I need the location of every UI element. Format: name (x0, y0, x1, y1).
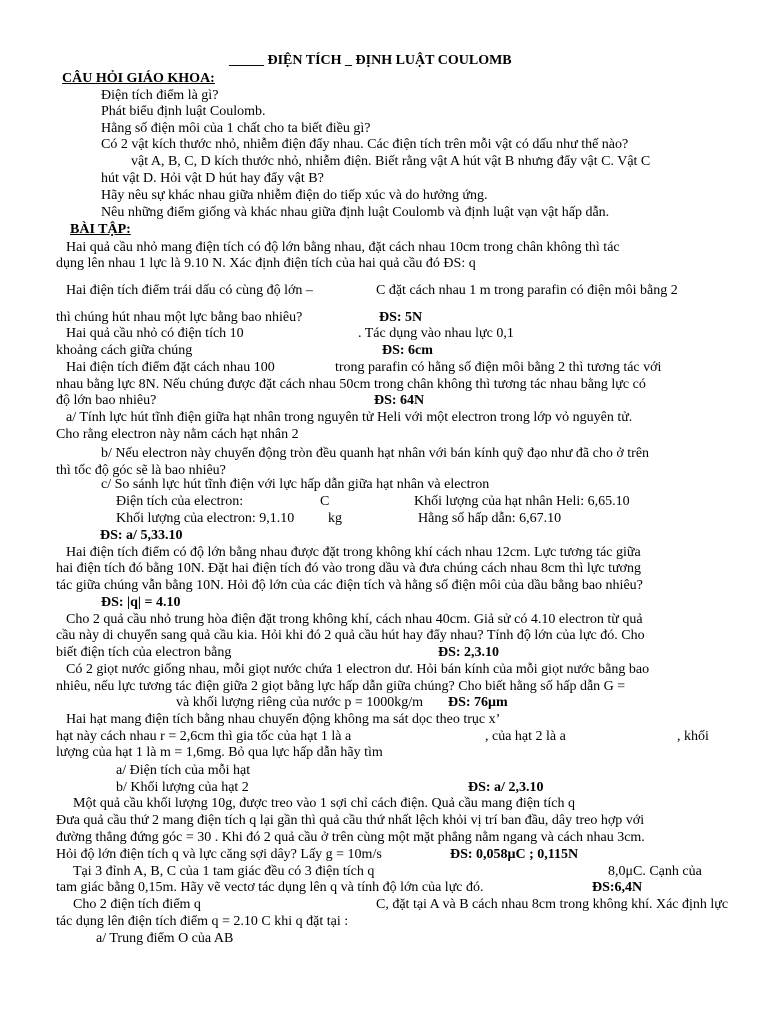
answer: ĐS: a/ 2,3.10 (468, 780, 544, 795)
theory-question: Nêu những điểm giống và khác nhau giữa định luật Coulomb và định luật vạn vật hấp dẫn. (101, 205, 610, 220)
theory-heading: CÂU HỎI GIÁO KHOA: (62, 71, 215, 86)
exercise-line: trong parafin có hằng số điện môi bằng 2 thì tương tác với (335, 360, 662, 375)
exercise-line: b/ Nếu electron này chuyển động tròn đều quanh hạt nhân với bán kính quỹ đạo như đã cho ở trên (101, 446, 650, 461)
exercise-line: đường thẳng đứng góc = 30 . Khi đó 2 quả cầu ở trên cùng một mặt phẳng nằm ngang và cách nhau 3cm. (56, 830, 645, 845)
exercise-line: Hai điện tích điểm có độ lớn bằng nhau được đặt trong không khí cách nhau 12cm. Lực tương tác giữa (66, 545, 641, 560)
exercise-line: hạt này cách nhau r = 2,6cm thì gia tốc của hạt 1 là a (56, 729, 352, 744)
exercise-line: c/ So sánh lực hút tĩnh điện với lực hấp dẫn giữa hạt nhân và electron (101, 477, 490, 492)
exercise-line: Điện tích của electron: (116, 494, 244, 509)
exercise-line: Hai điện tích điểm trái dấu có cùng độ lớn – (66, 283, 313, 298)
exercise-line: Hai điện tích điểm đặt cách nhau 100 (66, 360, 275, 375)
answer: ĐS: 64N (374, 393, 425, 408)
exercise-line: Cho rằng electron này nằm cách hạt nhân 2 (56, 427, 299, 442)
exercise-line: Hỏi độ lớn điện tích q và lực căng sợi dây? Lấy g = 10m/s (56, 847, 382, 862)
exercise-line: tác giữa chúng vẫn bằng 10N. Hỏi độ lớn của các điện tích và hằng số điện môi của dầu bằng bao nhiêu? (56, 578, 643, 593)
exercise-line: , của hạt 2 là a (485, 729, 566, 744)
exercise-line: 8,0μC. Cạnh của (608, 864, 702, 879)
exercise-line: Hai quả cầu nhỏ mang điện tích có độ lớn bằng nhau, đặt cách nhau 10cm trong chân không thì tác (66, 240, 620, 255)
answer: ĐS: 6cm (382, 343, 433, 358)
exercise-line: Đưa quả cầu thứ 2 mang điện tích q lại gần thì quả cầu thứ nhất lệch khỏi vị trí ban đầu, dây treo hợp với (56, 813, 645, 828)
document-title: _____ ĐIỆN TÍCH _ ĐỊNH LUẬT COULOMB (229, 53, 512, 68)
answer: ĐS: 76μm (448, 695, 508, 710)
exercise-line: nhau bằng lực 8N. Nếu chúng được đặt cách nhau 50cm trong chân không thì tương tác nhau bằng lực có (56, 377, 646, 392)
answer: ĐS: 2,3.10 (438, 645, 500, 660)
exercise-line: a/ Trung điểm O của AB (96, 931, 234, 946)
exercise-line: khoảng cách giữa chúng (56, 343, 193, 358)
exercise-line: . Tác dụng vào nhau lực 0,1 (358, 326, 514, 341)
exercise-line: Tại 3 đỉnh A, B, C của 1 tam giác đều có 3 điện tích q (73, 864, 375, 879)
exercise-line: nhiêu, nếu lực tương tác điện giữa 2 giọt bằng lực hấp dẫn giữa chúng? Cho biết hằng số hấp dẫn G = (56, 679, 626, 694)
exercise-line: và khối lượng riêng của nước p = 1000kg/m (176, 695, 424, 710)
exercise-line: tam giác bằng 0,15m. Hãy vẽ vectơ tác dụng lên q và tính độ lớn của lực đó. (56, 880, 484, 895)
exercise-line: b/ Khối lượng của hạt 2 (116, 780, 249, 795)
answer: ĐS: 0,058μC ; 0,115N (450, 847, 579, 862)
exercise-line: thì tốc độ góc sẽ là bao nhiêu? (56, 463, 226, 478)
theory-question: vật A, B, C, D kích thước nhỏ, nhiễm điện. Biết rằng vật A hút vật B nhưng đẩy vật C. Vật C (131, 154, 651, 169)
theory-question: Hằng số điện môi của 1 chất cho ta biết điều gì? (101, 121, 371, 136)
exercise-line: Hằng số hấp dẫn: 6,67.10 (418, 511, 562, 526)
exercise-line: Khối lượng của hạt nhân Heli: 6,65.10 (414, 494, 630, 509)
exercise-line: , khối (677, 729, 709, 744)
theory-question: hút vật D. Hỏi vật D hút hay đẩy vật B? (101, 171, 324, 186)
exercise-line: C (320, 494, 330, 509)
answer: ĐS: |q| = 4.10 (101, 595, 181, 610)
exercises-heading: BÀI TẬP: (70, 222, 131, 237)
exercise-line: tác dụng lên điện tích điểm q = 2.10 C khi q đặt tại : (56, 914, 349, 929)
exercise-line: Một quả cầu khối lượng 10g, được treo vào 1 sợi chỉ cách điện. Quả cầu mang điện tích q (73, 796, 575, 811)
exercise-line: Khối lượng của electron: 9,1.10 (116, 511, 295, 526)
exercise-line: Cho 2 quả cầu nhỏ trung hòa điện đặt trong không khí, cách nhau 40cm. Giả sử có 4.10 electron từ quả (66, 612, 643, 627)
answer: ĐS: a/ 5,33.10 (100, 528, 183, 543)
exercise-line: Hai hạt mang điện tích bằng nhau chuyển động không ma sát dọc theo trục x’ (66, 712, 501, 727)
exercise-line: a/ Điện tích của mỗi hạt (116, 763, 251, 778)
exercise-line: độ lớn bao nhiêu? (56, 393, 157, 408)
exercise-line: a/ Tính lực hút tĩnh điện giữa hạt nhân trong nguyên tử Heli với một electron trong lớp vỏ nguyên tử. (66, 410, 633, 425)
exercise-line: Hai quả cầu nhỏ có điện tích 10 (66, 326, 244, 341)
exercise-line: Có 2 giọt nước giống nhau, mỗi giọt nước chứa 1 electron dư. Hỏi bán kính của mỗi giọt nước bằng bao (66, 662, 650, 677)
theory-question: Phát biểu định luật Coulomb. (101, 104, 266, 119)
theory-question: Điện tích điểm là gì? (101, 88, 219, 103)
exercise-line: lượng của hạt 1 là m = 1,6mg. Bỏ qua lực hấp dẫn hãy tìm (56, 745, 383, 760)
theory-question: Có 2 vật kích thước nhỏ, nhiễm điện đẩy nhau. Các điện tích trên mỗi vật có dấu như thế nào? (101, 137, 629, 152)
answer: ĐS: 5N (379, 310, 423, 325)
theory-question: Hãy nêu sự khác nhau giữa nhiễm điện do tiếp xúc và do hưởng ứng. (101, 188, 488, 203)
exercise-line: hai điện tích đó bằng 10N. Đặt hai điện tích đó vào trong dầu và đưa chúng cách nhau 8cm thì lực tương (56, 561, 641, 576)
exercise-line: biết điện tích của electron bằng (56, 645, 232, 660)
answer: ĐS:6,4N (592, 880, 643, 895)
exercise-line: cầu này di chuyển sang quả cầu kia. Hỏi khi đó 2 quả cầu hút hay đẩy nhau? Tính độ lớn của lực đó. Cho (56, 628, 645, 643)
exercise-line: thì chúng hút nhau một lực bằng bao nhiêu? (56, 310, 303, 325)
exercise-line: C, đặt tại A và B cách nhau 8cm trong không khí. Xác định lực (376, 897, 729, 912)
exercise-line: dụng lên nhau 1 lực là 9.10 N. Xác định điện tích của hai quả cầu đó ĐS: q (56, 256, 476, 271)
exercise-line: kg (328, 511, 342, 526)
exercise-line: Cho 2 điện tích điểm q (73, 897, 201, 912)
exercise-line: C đặt cách nhau 1 m trong parafin có điện môi bằng 2 (376, 283, 678, 298)
